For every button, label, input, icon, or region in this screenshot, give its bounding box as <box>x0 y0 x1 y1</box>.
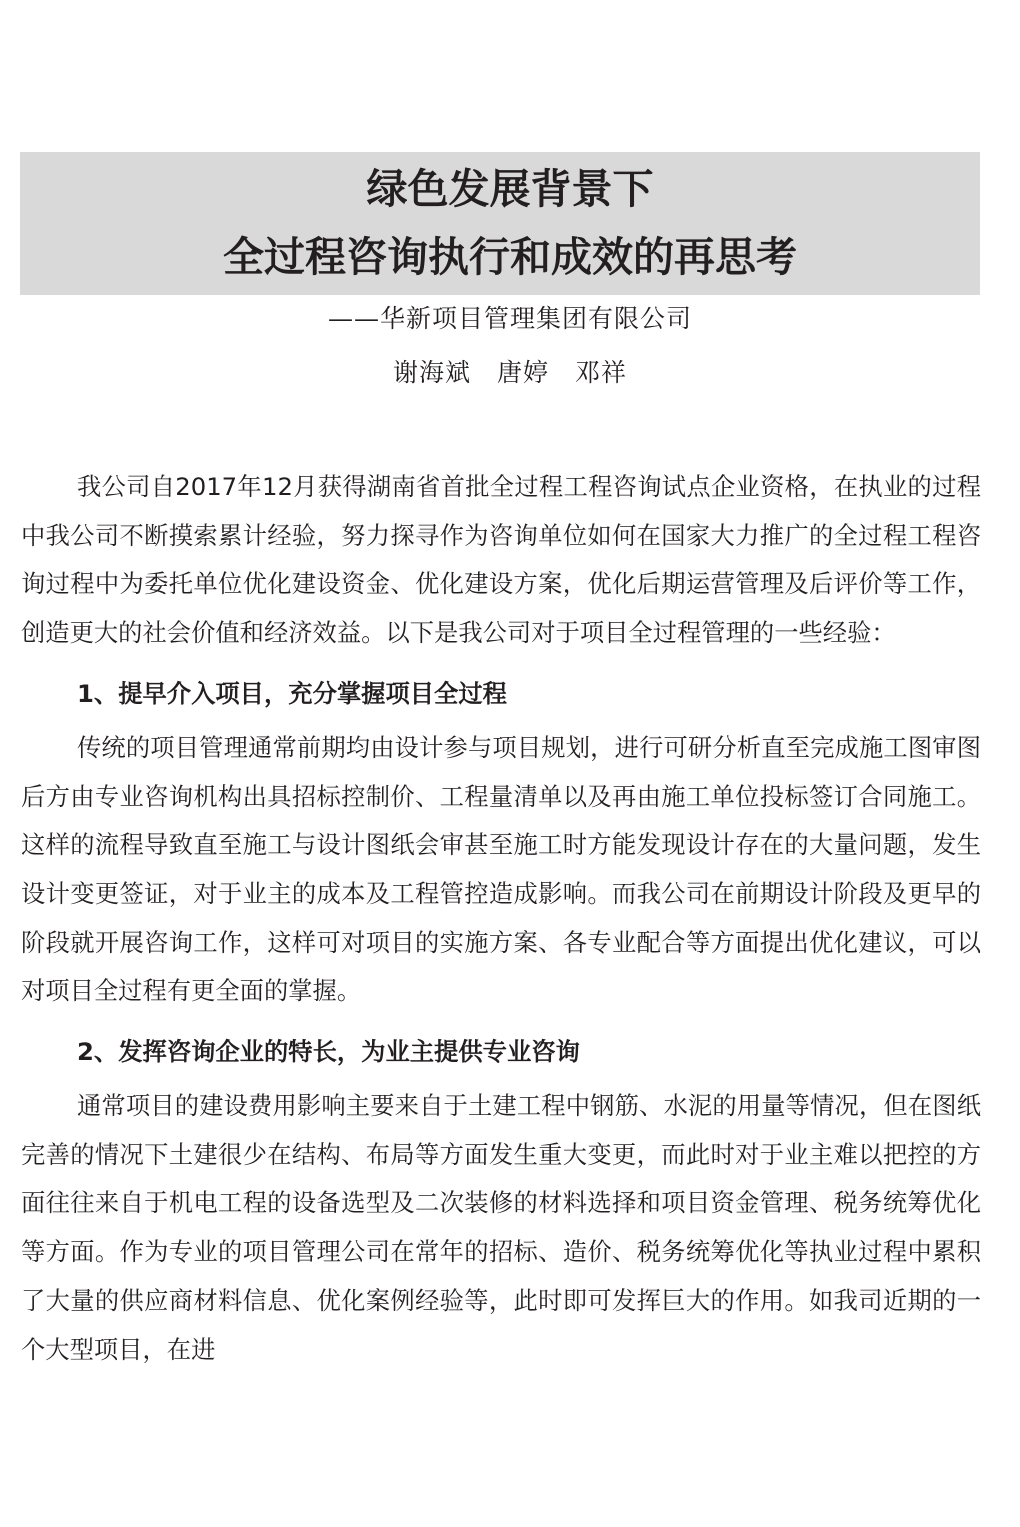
intro-paragraph: 我公司自2017年12月获得湖南省首批全过程工程咨询试点企业资格，在执业的过程中我公司不断摸索累计经验，努力探寻作为咨询单位如何在国家大力推广的全过程工程咨询过程中为委托单位优化建设资金、优化建设方案，优化后期运营管理及后评价等工作，创造更大的社会价值和经济效益。以下是我公司对于项目全过程管理的一些经验： <box>21 472 981 648</box>
author-organization: ——华新项目管理集团有限公司 <box>327 304 692 333</box>
section-paragraph-2: 通常项目的建设费用影响主要来自于土建工程中钢筋、水泥的用量等情况，但在图纸完善的情况下土建很少在结构、布局等方面发生重大变更，而此时对于业主难以把控的方面往往来自于机电工程的设备选型及二次装修的材料选择和项目资金管理、税务统筹优化等方面。作为专业的项目管理公司在常年的招标、造价、税务统筹优化等执业过程中累积了大量的供应商材料信息、优化案例经验等，此时即可发挥巨大的作用。如我司近期的一个大型项目，在进 <box>21 1091 981 1364</box>
article-body <box>21 463 981 1374</box>
section-heading-1: 1、提早介入项目，充分掌握项目全过程 <box>77 678 507 708</box>
section-heading-2: 2、发挥咨询企业的特长，为业主提供专业咨询 <box>77 1037 580 1067</box>
article-title-line-2: 全过程咨询执行和成效的再思考 <box>223 233 797 281</box>
author-names: 谢海斌 唐婷 邓祥 <box>392 358 627 387</box>
section-paragraph-1: 传统的项目管理通常前期均由设计参与项目规划，进行可研分析直至完成施工图审图后方由专业咨询机构出具招标控制价、工程量清单以及再由施工单位投标签订合同施工。这样的流程导致直至施工与设计图纸会审甚至施工时方能发现设计存在的大量问题，发生设计变更签证，对于业主的成本及工程管控造成影响。而我公司在前期设计阶段及更早的阶段就开展咨询工作，这样可对项目的实施方案、各专业配合等方面提出优化建议，可以对项目全过程有更全面的掌握。 <box>21 732 981 1006</box>
article-title-line-1: 绿色发展背景下 <box>366 165 654 213</box>
